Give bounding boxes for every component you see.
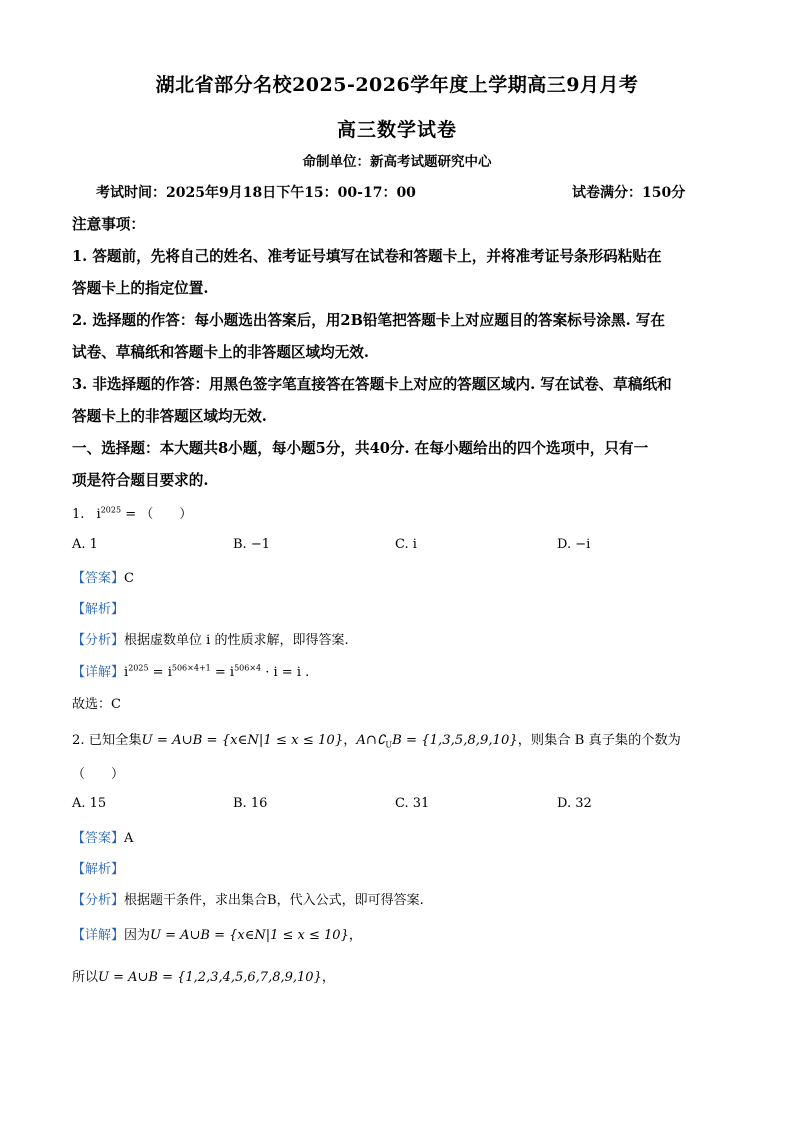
q2-option-b: B. 16 (233, 796, 268, 811)
q2-detail-tag: 【详解】 (72, 928, 125, 943)
q1-fenxi (72, 629, 732, 648)
q1-detail-exp1: 2025 (128, 663, 149, 673)
q2-answer (72, 827, 732, 846)
q2-text-b: ， (343, 733, 357, 748)
q1-base: i (96, 507, 101, 522)
q1-option-b: B. −1 (233, 537, 270, 552)
q1-number: 1. (72, 507, 85, 522)
q2-complement-sub: U (385, 740, 393, 750)
q2-detail-1 (72, 924, 732, 943)
q2-fenxi-tag: 【分析】 (72, 893, 125, 908)
q1-detail-eq2: = i (210, 665, 235, 680)
q1-detail-exp2: 506×4+1 (171, 663, 211, 673)
q2-fenxi-text: 根据题干条件，求出集合B，代入公式，即可得答案. (124, 893, 424, 908)
q1-detail-eq1: = i (148, 665, 172, 680)
q1-detail-tag: 【详解】 (72, 665, 125, 680)
section-1-line-1: 一、选择题：本大题共8小题，每小题5分，共40分. 在每小题给出的四个选项中，只有一 (72, 440, 649, 457)
note-1-line-2: 答题卡上的指定位置. (72, 280, 209, 297)
question-2 (72, 729, 732, 750)
section-1-line-2: 项是符合题目要求的. (72, 472, 209, 489)
q1-option-c: C. i (395, 537, 417, 552)
note-3-line-2: 答题卡上的非答题区域均无效. (72, 408, 267, 425)
q2-detail2-end: ， (321, 970, 335, 985)
note-2-line-2: 试卷、草稿纸和答题卡上的非答题区域均无效. (72, 344, 369, 361)
q1-detail-exp3: 506×4 (234, 663, 262, 673)
q2-universal-set: U = A∪B = {x∈N|1 ≤ x ≤ 10} (141, 733, 344, 748)
note-2-line-1: 2. 选择题的作答：每小题选出答案后，用2B铅笔把答题卡上对应题目的答案标号涂黑. 写在 (72, 312, 665, 329)
question-1 (72, 503, 732, 522)
q2-detail2-text: 所以 (72, 970, 99, 985)
exam-score: 试卷满分：150分 (572, 185, 686, 201)
q1-option-a: A. 1 (72, 537, 98, 552)
q2-option-d: D. 32 (557, 796, 592, 811)
q2-detail1-text: 因为 (124, 928, 151, 943)
q1-answer-value: C (124, 571, 134, 586)
exam-time: 考试时间：2025年9月18日下午15：00-17：00 (96, 185, 416, 201)
q1-exponent: 2025 (100, 505, 122, 515)
q2-answer-value: A (124, 831, 134, 846)
q2-option-a: A. 15 (72, 796, 107, 811)
q2-detail1-math: U = A∪B = {x∈N|1 ≤ x ≤ 10} (150, 928, 349, 943)
q1-analysis-tag: 【解析】 (72, 602, 125, 617)
q2-answer-tag: 【答案】 (72, 831, 125, 846)
exam-subtitle: 高三数学试卷 (336, 119, 457, 141)
q2-text-a: 2. 已知全集 (72, 733, 142, 748)
q2-option-c: C. 31 (395, 796, 430, 811)
note-3-line-1: 3. 非选择题的作答：用黑色签字笔直接答在答题卡上对应的答题区域内. 写在试卷、草稿纸和 (72, 376, 672, 393)
q2-set-value: B = {1,3,5,8,9,10} (392, 733, 518, 748)
q1-answer (72, 567, 732, 586)
q2-fenxi (72, 889, 732, 908)
note-1-line-1: 1. 答题前，先将自己的姓名、准考证号填写在试卷和答题卡上，并将准考证号条形码粘贴在 (72, 248, 662, 265)
q2-detail2-math: U = A∪B = {1,2,3,4,5,6,7,8,9,10} (98, 970, 322, 985)
notes-heading: 注意事项： (72, 216, 145, 233)
q2-complement: A∩∁ (356, 733, 386, 748)
q2-paren: （ ） (72, 767, 125, 782)
q1-conclusion: 故选：C (72, 697, 121, 712)
q2-text-c: ，则集合 B 真子集的个数为 (517, 733, 681, 748)
q2-detail-2 (72, 966, 732, 985)
q1-rest: = （ ） (121, 507, 193, 522)
q2-detail1-end: ， (348, 928, 362, 943)
exam-unit: 命制单位：新高考试题研究中心 (302, 154, 492, 170)
q1-detail-i: i (124, 665, 129, 680)
q2-analysis-tag: 【解析】 (72, 862, 125, 877)
q1-detail (72, 661, 732, 680)
q1-detail-end: · i = i . (261, 665, 310, 680)
q1-answer-tag: 【答案】 (72, 571, 125, 586)
exam-title: 湖北省部分名校2025-2026学年度上学期高三9月月考 (155, 74, 639, 96)
q1-fenxi-tag: 【分析】 (72, 633, 125, 648)
q1-fenxi-text: 根据虚数单位 i 的性质求解，即得答案. (124, 633, 349, 648)
q1-option-d: D. −i (557, 537, 591, 552)
